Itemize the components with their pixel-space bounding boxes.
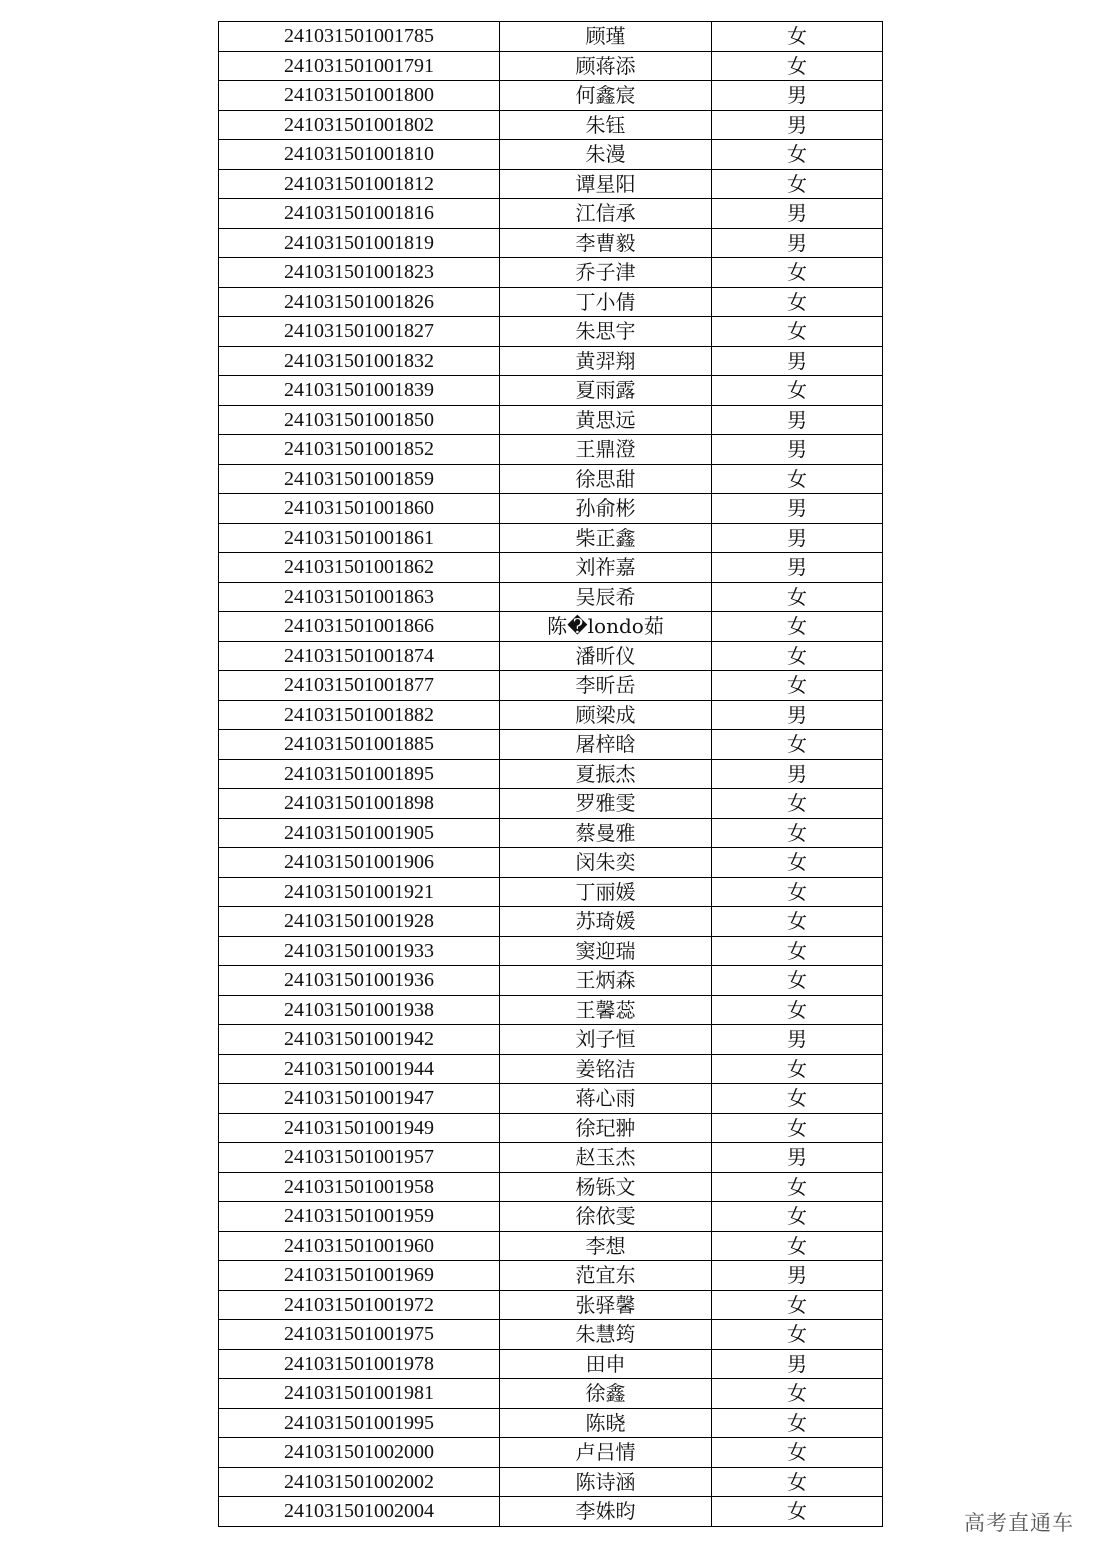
student-name-cell: 刘子恒 [500, 1025, 712, 1055]
table-row [219, 494, 883, 524]
table-row [219, 22, 883, 52]
registration-id-cell: 241031501001832 [219, 346, 500, 376]
gender-cell: 女 [712, 995, 883, 1025]
table-row [219, 1084, 883, 1114]
registration-id-cell: 241031501001942 [219, 1025, 500, 1055]
student-name-cell: 杨铄文 [500, 1172, 712, 1202]
registration-id-cell: 241031501001928 [219, 907, 500, 937]
registration-id-cell: 241031501001785 [219, 22, 500, 52]
gender-cell: 男 [712, 1261, 883, 1291]
table-row [219, 464, 883, 494]
gender-cell: 女 [712, 1113, 883, 1143]
registration-id-cell: 241031501001819 [219, 228, 500, 258]
registration-id-cell: 241031501001958 [219, 1172, 500, 1202]
student-name-cell: 朱思宇 [500, 317, 712, 347]
table-row [219, 287, 883, 317]
gender-cell: 男 [712, 199, 883, 229]
gender-cell: 男 [712, 759, 883, 789]
student-name-cell: 夏振杰 [500, 759, 712, 789]
gender-cell: 女 [712, 140, 883, 170]
gender-cell: 男 [712, 228, 883, 258]
student-name-cell: 李昕岳 [500, 671, 712, 701]
gender-cell: 女 [712, 1202, 883, 1232]
table-row [219, 1143, 883, 1173]
gender-cell: 女 [712, 317, 883, 347]
gender-cell: 女 [712, 936, 883, 966]
gender-cell: 男 [712, 494, 883, 524]
student-name-cell: 窦迎瑞 [500, 936, 712, 966]
table-row [219, 1497, 883, 1527]
table-row [219, 789, 883, 819]
gender-cell: 女 [712, 1084, 883, 1114]
student-name-cell: 徐鑫 [500, 1379, 712, 1409]
gender-cell: 男 [712, 553, 883, 583]
registration-id-cell: 241031501001823 [219, 258, 500, 288]
student-name-cell: 谭星阳 [500, 169, 712, 199]
registration-id-cell: 241031501001936 [219, 966, 500, 996]
gender-cell: 女 [712, 1320, 883, 1350]
registration-id-cell: 241031501001862 [219, 553, 500, 583]
student-name-cell: 赵玉杰 [500, 1143, 712, 1173]
table-row [219, 228, 883, 258]
table-row [219, 759, 883, 789]
student-name-cell: 何鑫宸 [500, 81, 712, 111]
student-name-cell: 朱钰 [500, 110, 712, 140]
gender-cell: 男 [712, 1349, 883, 1379]
registration-id-cell: 241031501001969 [219, 1261, 500, 1291]
registration-id-cell: 241031501001860 [219, 494, 500, 524]
student-name-cell: 徐玘翀 [500, 1113, 712, 1143]
student-name-cell: 王鼎澄 [500, 435, 712, 465]
gender-cell: 女 [712, 907, 883, 937]
registration-id-cell: 241031501001905 [219, 818, 500, 848]
student-name-cell: 朱慧筠 [500, 1320, 712, 1350]
gender-cell: 女 [712, 612, 883, 642]
registration-id-cell: 241031501001898 [219, 789, 500, 819]
registration-id-cell: 241031501001850 [219, 405, 500, 435]
student-name-cell: 顾瑾 [500, 22, 712, 52]
table-row [219, 1320, 883, 1350]
student-name-cell: 罗雅雯 [500, 789, 712, 819]
table-row [219, 1025, 883, 1055]
table-row [219, 51, 883, 81]
table-row [219, 523, 883, 553]
student-name-cell: 张驿馨 [500, 1290, 712, 1320]
gender-cell: 女 [712, 848, 883, 878]
student-name-cell: 田申 [500, 1349, 712, 1379]
registration-id-cell: 241031501001861 [219, 523, 500, 553]
gender-cell: 男 [712, 700, 883, 730]
table-row [219, 995, 883, 1025]
gender-cell: 女 [712, 671, 883, 701]
gender-cell: 男 [712, 435, 883, 465]
registration-id-cell: 241031501001826 [219, 287, 500, 317]
table-row [219, 553, 883, 583]
table-row [219, 818, 883, 848]
table-row [219, 81, 883, 111]
table-row [219, 258, 883, 288]
registration-id-cell: 241031501001800 [219, 81, 500, 111]
registration-id-cell: 241031501001802 [219, 110, 500, 140]
student-name-cell: 李姝昀 [500, 1497, 712, 1527]
gender-cell: 男 [712, 523, 883, 553]
student-name-cell: 蒋心雨 [500, 1084, 712, 1114]
table-row [219, 641, 883, 671]
gender-cell: 女 [712, 22, 883, 52]
gender-cell: 女 [712, 1231, 883, 1261]
student-name-cell: 范宜东 [500, 1261, 712, 1291]
student-name-cell: 屠梓晗 [500, 730, 712, 760]
registration-id-cell: 241031501001877 [219, 671, 500, 701]
student-name-cell: 乔子津 [500, 258, 712, 288]
gender-cell: 女 [712, 1054, 883, 1084]
student-name-cell: 丁小倩 [500, 287, 712, 317]
table-row [219, 1054, 883, 1084]
table-row [219, 582, 883, 612]
student-name-cell: 江信承 [500, 199, 712, 229]
gender-cell: 女 [712, 258, 883, 288]
registration-id-cell: 241031501001816 [219, 199, 500, 229]
table-row [219, 169, 883, 199]
student-roster-table [218, 21, 883, 1527]
registration-id-cell: 241031501001791 [219, 51, 500, 81]
table-row [219, 1172, 883, 1202]
table-row [219, 1467, 883, 1497]
gender-cell: 女 [712, 818, 883, 848]
gender-cell: 女 [712, 1438, 883, 1468]
gender-cell: 女 [712, 464, 883, 494]
gender-cell: 女 [712, 1379, 883, 1409]
student-name-cell: 丁丽媛 [500, 877, 712, 907]
registration-id-cell: 241031501001995 [219, 1408, 500, 1438]
registration-id-cell: 241031501001960 [219, 1231, 500, 1261]
gender-cell: 男 [712, 346, 883, 376]
student-name-cell: 夏雨露 [500, 376, 712, 406]
student-name-cell: 闵朱奕 [500, 848, 712, 878]
student-name-cell: 陈�londo茹 [500, 612, 712, 642]
registration-id-cell: 241031501001938 [219, 995, 500, 1025]
table-row [219, 376, 883, 406]
watermark: 高考直通车 [964, 1511, 1074, 1535]
table-row [219, 1438, 883, 1468]
table-row [219, 877, 883, 907]
gender-cell: 女 [712, 582, 883, 612]
student-name-cell: 王馨蕊 [500, 995, 712, 1025]
registration-id-cell: 241031501001895 [219, 759, 500, 789]
student-name-cell: 徐依雯 [500, 1202, 712, 1232]
student-name-cell: 潘昕仪 [500, 641, 712, 671]
registration-id-cell: 241031501001859 [219, 464, 500, 494]
table-row [219, 671, 883, 701]
student-name-cell: 陈晓 [500, 1408, 712, 1438]
table-row [219, 848, 883, 878]
student-name-cell: 王炳森 [500, 966, 712, 996]
gender-cell: 女 [712, 641, 883, 671]
student-name-cell: 柴正鑫 [500, 523, 712, 553]
gender-cell: 男 [712, 81, 883, 111]
table-row [219, 1231, 883, 1261]
student-name-cell: 顾蒋添 [500, 51, 712, 81]
table-row [219, 346, 883, 376]
registration-id-cell: 241031501001852 [219, 435, 500, 465]
gender-cell: 女 [712, 789, 883, 819]
table-row [219, 966, 883, 996]
table-row [219, 1290, 883, 1320]
registration-id-cell: 241031501001885 [219, 730, 500, 760]
student-name-cell: 朱漫 [500, 140, 712, 170]
student-name-cell: 姜铭洁 [500, 1054, 712, 1084]
gender-cell: 女 [712, 730, 883, 760]
registration-id-cell: 241031501001839 [219, 376, 500, 406]
table-row [219, 140, 883, 170]
registration-id-cell: 241031501001978 [219, 1349, 500, 1379]
registration-id-cell: 241031501001959 [219, 1202, 500, 1232]
table-row [219, 1261, 883, 1291]
table-row [219, 1379, 883, 1409]
table-row [219, 730, 883, 760]
gender-cell: 女 [712, 1497, 883, 1527]
registration-id-cell: 241031501001874 [219, 641, 500, 671]
registration-id-cell: 241031501001863 [219, 582, 500, 612]
registration-id-cell: 241031501001882 [219, 700, 500, 730]
registration-id-cell: 241031501001866 [219, 612, 500, 642]
registration-id-cell: 241031501001827 [219, 317, 500, 347]
registration-id-cell: 241031501001810 [219, 140, 500, 170]
gender-cell: 男 [712, 1025, 883, 1055]
table-row [219, 1349, 883, 1379]
table-row [219, 1202, 883, 1232]
table-row [219, 612, 883, 642]
registration-id-cell: 241031501001906 [219, 848, 500, 878]
registration-id-cell: 241031501001921 [219, 877, 500, 907]
student-name-cell: 陈诗涵 [500, 1467, 712, 1497]
gender-cell: 男 [712, 405, 883, 435]
table-row [219, 907, 883, 937]
student-name-cell: 苏琦媛 [500, 907, 712, 937]
student-name-cell: 李曹毅 [500, 228, 712, 258]
gender-cell: 男 [712, 1143, 883, 1173]
registration-id-cell: 241031501001975 [219, 1320, 500, 1350]
registration-id-cell: 241031501002004 [219, 1497, 500, 1527]
gender-cell: 女 [712, 287, 883, 317]
table-row [219, 1113, 883, 1143]
registration-id-cell: 241031501001947 [219, 1084, 500, 1114]
student-name-cell: 黄羿翔 [500, 346, 712, 376]
gender-cell: 女 [712, 1290, 883, 1320]
gender-cell: 女 [712, 1467, 883, 1497]
gender-cell: 男 [712, 110, 883, 140]
student-name-cell: 李想 [500, 1231, 712, 1261]
registration-id-cell: 241031501001972 [219, 1290, 500, 1320]
table-row [219, 1408, 883, 1438]
gender-cell: 女 [712, 51, 883, 81]
table-row [219, 317, 883, 347]
student-name-cell: 刘祚嘉 [500, 553, 712, 583]
registration-id-cell: 241031501001944 [219, 1054, 500, 1084]
registration-id-cell: 241031501001949 [219, 1113, 500, 1143]
table-row [219, 435, 883, 465]
gender-cell: 女 [712, 966, 883, 996]
registration-id-cell: 241031501001933 [219, 936, 500, 966]
registration-id-cell: 241031501001981 [219, 1379, 500, 1409]
student-name-cell: 徐思甜 [500, 464, 712, 494]
gender-cell: 女 [712, 1172, 883, 1202]
gender-cell: 女 [712, 376, 883, 406]
registration-id-cell: 241031501001957 [219, 1143, 500, 1173]
table-row [219, 700, 883, 730]
student-name-cell: 蔡曼雅 [500, 818, 712, 848]
registration-id-cell: 241031501001812 [219, 169, 500, 199]
student-name-cell: 卢吕情 [500, 1438, 712, 1468]
student-name-cell: 顾梁成 [500, 700, 712, 730]
table-row [219, 936, 883, 966]
gender-cell: 女 [712, 1408, 883, 1438]
registration-id-cell: 241031501002002 [219, 1467, 500, 1497]
student-name-cell: 黄思远 [500, 405, 712, 435]
table-row [219, 110, 883, 140]
student-name-cell: 孙俞彬 [500, 494, 712, 524]
gender-cell: 女 [712, 877, 883, 907]
student-name-cell: 吴辰希 [500, 582, 712, 612]
gender-cell: 女 [712, 169, 883, 199]
table-row [219, 405, 883, 435]
registration-id-cell: 241031501002000 [219, 1438, 500, 1468]
table-row [219, 199, 883, 229]
roster-body [219, 22, 883, 1527]
